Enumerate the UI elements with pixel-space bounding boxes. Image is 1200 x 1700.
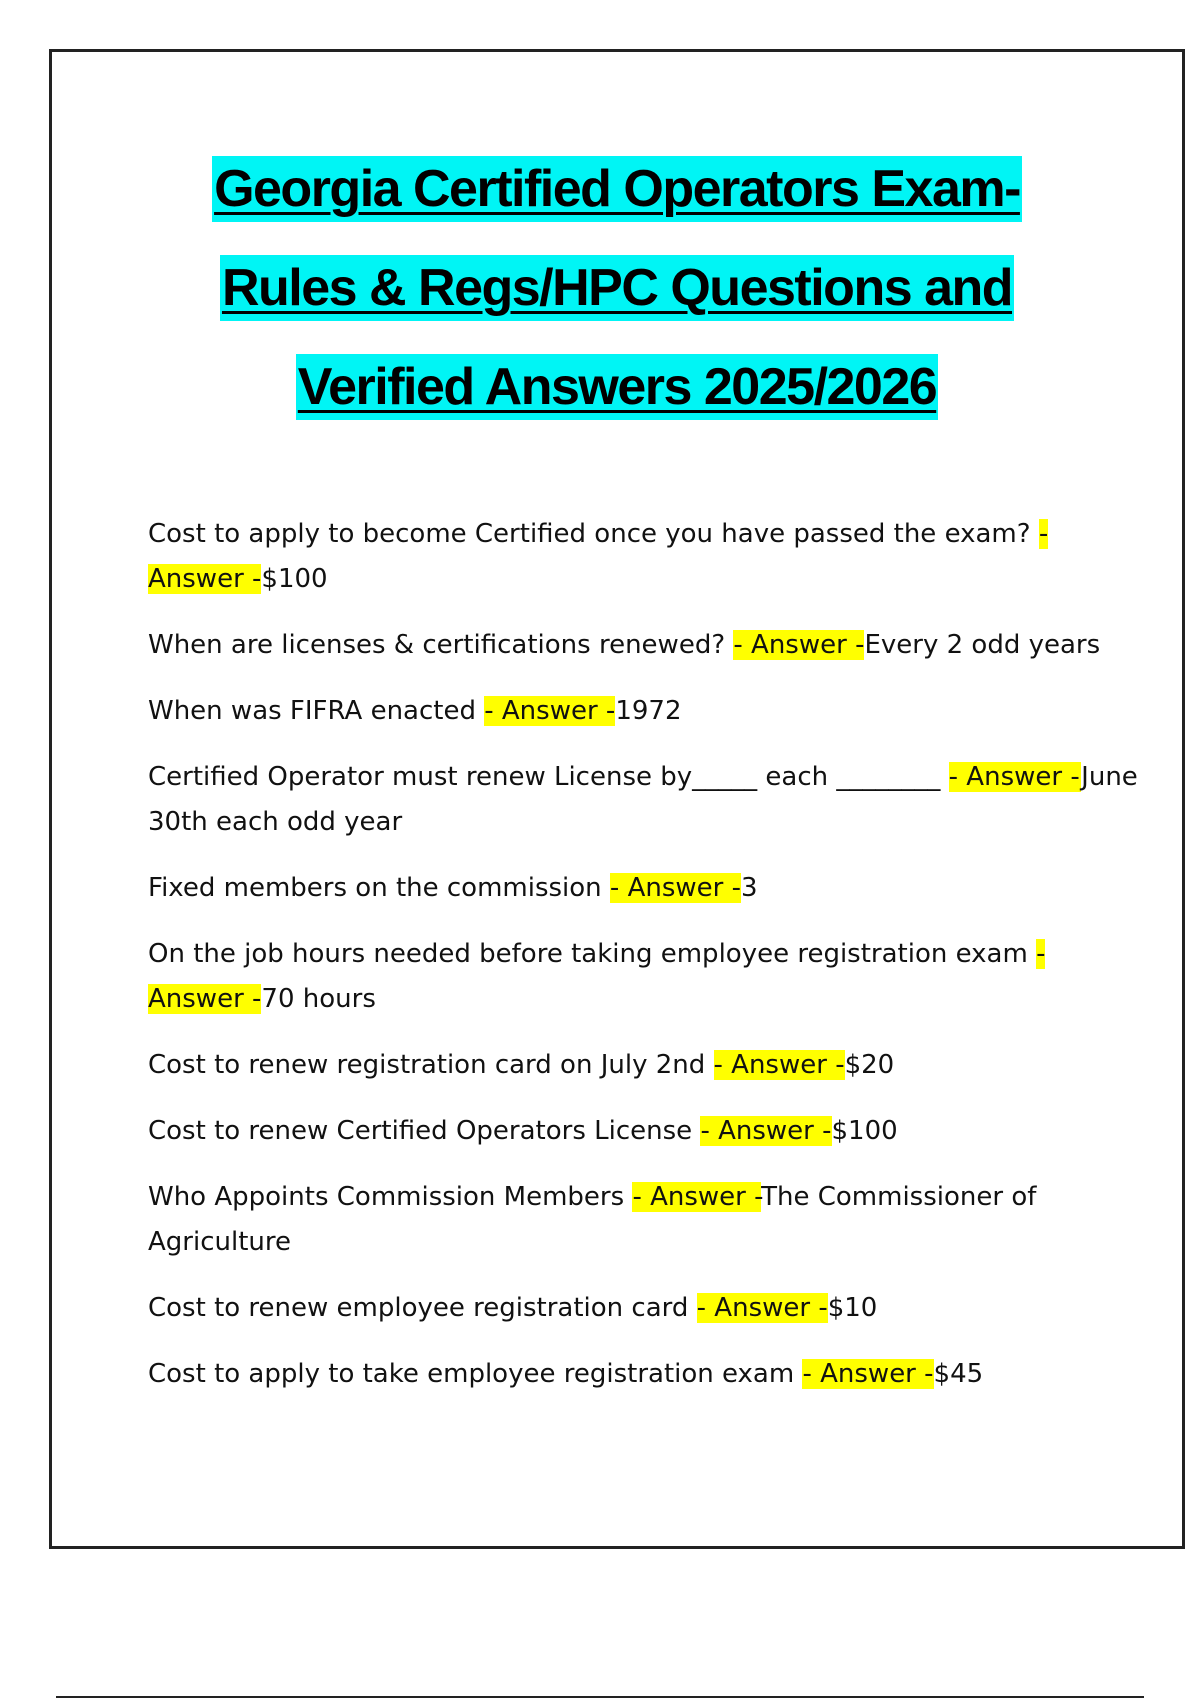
qa-question: On the job hours needed before taking employee registration exam [148, 939, 1037, 969]
qa-question: Cost to apply to take employee registration exam [148, 1359, 803, 1389]
answer-marker: - Answer - [148, 939, 1046, 1014]
qa-question: Cost to renew employee registration card [148, 1293, 697, 1323]
qa-question: When are licenses & certifications renewed? [148, 630, 734, 660]
answer-marker: - Answer - [948, 762, 1082, 792]
answer-marker: - Answer - [696, 1293, 828, 1323]
answer-marker: - Answer - [484, 696, 616, 726]
answer-marker: - Answer - [632, 1182, 762, 1212]
qa-answer: $10 [827, 1293, 878, 1323]
title-line-1: Georgia Certified Operators Exam- [52, 140, 1182, 239]
qa-answer: Every 2 odd years [864, 630, 1101, 660]
qa-item [148, 1109, 1138, 1154]
answer-marker: - Answer - [700, 1116, 832, 1146]
answer-marker: - Answer - [802, 1359, 934, 1389]
qa-answer: June 30th each odd year [148, 762, 1138, 837]
qa-answer: The Commissioner of Agriculture [148, 1182, 1037, 1257]
qa-item [148, 512, 1138, 602]
qa-question: Cost to renew registration card on July 2nd [148, 1050, 714, 1080]
title-line-3: Verified Answers 2025/2026 [52, 338, 1182, 437]
qa-question: Fixed members on the commission [148, 873, 610, 903]
answer-marker: - Answer - [609, 873, 741, 903]
qa-item [148, 932, 1138, 1022]
qa-item [148, 866, 1138, 911]
qa-question: Cost to apply to become Certified once you have passed the exam? [148, 519, 1039, 549]
qa-item [148, 1043, 1138, 1088]
qa-answer: 1972 [615, 696, 682, 726]
qa-answer: $100 [261, 564, 328, 594]
qa-item [148, 689, 1138, 734]
answer-marker: - Answer - [148, 519, 1049, 594]
qa-answer: $100 [831, 1116, 898, 1146]
qa-item [148, 1175, 1138, 1265]
qa-item [148, 1286, 1138, 1331]
qa-item [148, 1352, 1138, 1397]
qa-answer: $45 [933, 1359, 984, 1389]
qa-list [148, 512, 1138, 1418]
qa-question: When was FIFRA enacted [148, 696, 485, 726]
document-frame [49, 49, 1185, 1549]
document-title [52, 140, 1182, 437]
qa-item [148, 755, 1138, 845]
qa-question: Certified Operator must renew License by_____ each ________ [148, 762, 949, 792]
answer-marker: - Answer - [713, 1050, 845, 1080]
qa-answer: 70 hours [261, 984, 376, 1014]
qa-answer: 3 [740, 873, 758, 903]
footer-divider [56, 1696, 1144, 1698]
title-line-2: Rules & Regs/HPC Questions and [52, 239, 1182, 338]
qa-item [148, 623, 1138, 668]
qa-answer: $20 [844, 1050, 895, 1080]
qa-question: Who Appoints Commission Members [148, 1182, 633, 1212]
qa-question: Cost to renew Certified Operators License [148, 1116, 701, 1146]
answer-marker: - Answer - [733, 630, 865, 660]
